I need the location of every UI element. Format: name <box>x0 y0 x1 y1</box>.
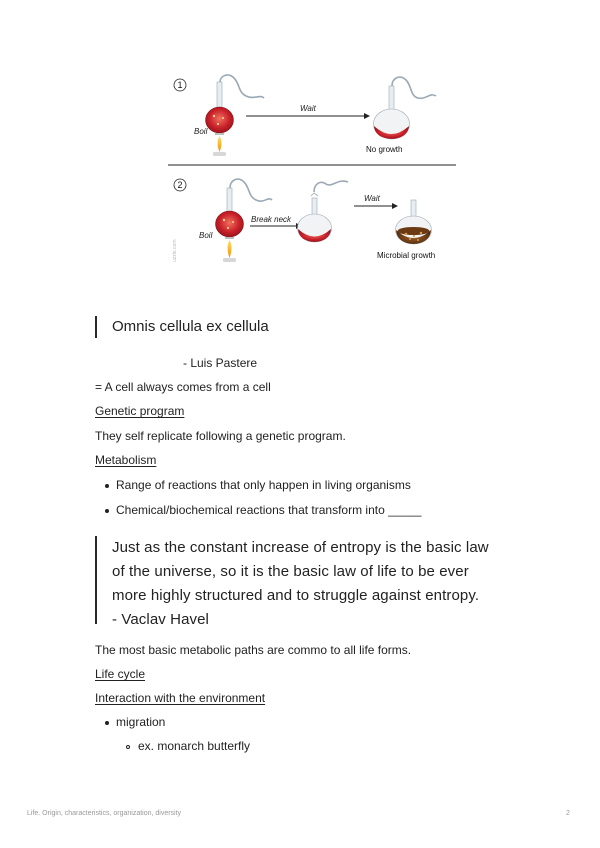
basic-paths-text: The most basic metabolic paths are commo to all life forms. <box>95 643 412 657</box>
bullet-icon <box>105 484 109 488</box>
panel-1-boil-label: Boil <box>194 127 208 136</box>
panel-2-wait-label: Wait <box>364 194 380 203</box>
flask-contaminated-icon <box>396 200 432 244</box>
havel-quote-line-2: of the universe, so it is the basic law of life to be ever <box>112 563 469 580</box>
panel-2-boil-label: Boil <box>199 231 213 240</box>
interaction-bullet: migration <box>116 715 166 729</box>
havel-quote <box>112 536 489 632</box>
latin-quote: Omnis cellula ex cellula <box>112 318 269 335</box>
bullet-icon <box>105 721 109 725</box>
genetic-program-heading: Genetic program <box>95 404 185 418</box>
panel-2-result: Microbial growth <box>377 251 436 260</box>
pasteur-experiment-figure <box>168 72 460 272</box>
sub-bullet-icon <box>126 745 130 749</box>
havel-quote-line-3: more highly structured and to struggle against entropy. <box>112 587 480 604</box>
quote-attribution: - Luis Pastere <box>183 356 258 370</box>
footer-title: Life. Origin, characteristics, organization, diversity <box>27 810 182 817</box>
havel-quote-attribution: - Vaclav Havel <box>112 611 209 628</box>
flask-boiling-icon <box>206 75 265 156</box>
quote-bar <box>95 316 97 338</box>
bullet-icon <box>105 509 109 513</box>
flask-broken-neck-icon <box>298 181 349 242</box>
quote-bar-2 <box>95 536 97 624</box>
panel-1 <box>174 75 436 156</box>
life-cycle-heading: Life cycle <box>95 667 146 681</box>
cell-statement: = A cell always comes from a cell <box>95 380 271 394</box>
interaction-sub-bullet: ex. monarch butterfly <box>138 739 251 753</box>
watermark: uzzle.com <box>172 239 178 262</box>
panel-2 <box>172 179 435 262</box>
panel-1-result: No growth <box>366 145 403 154</box>
genetic-program-text: They self replicate following a genetic program. <box>95 429 346 443</box>
interaction-heading: Interaction with the environment <box>95 691 266 705</box>
metabolism-bullet-1: Range of reactions that only happen in living organisms <box>116 478 411 492</box>
page-number: 2 <box>566 810 570 817</box>
metabolism-bullet-2: Chemical/biochemical reactions that transform into _____ <box>116 503 422 517</box>
panel-1-wait-label: Wait <box>300 104 316 113</box>
havel-quote-line-1: Just as the constant increase of entropy is the basic law <box>112 539 489 556</box>
panel-1-number: 1 <box>177 80 183 90</box>
panel-2-number: 2 <box>177 180 183 190</box>
metabolism-heading: Metabolism <box>95 453 157 467</box>
flask-sterile-icon <box>374 77 437 139</box>
panel-2-break-label: Break neck <box>251 215 292 224</box>
